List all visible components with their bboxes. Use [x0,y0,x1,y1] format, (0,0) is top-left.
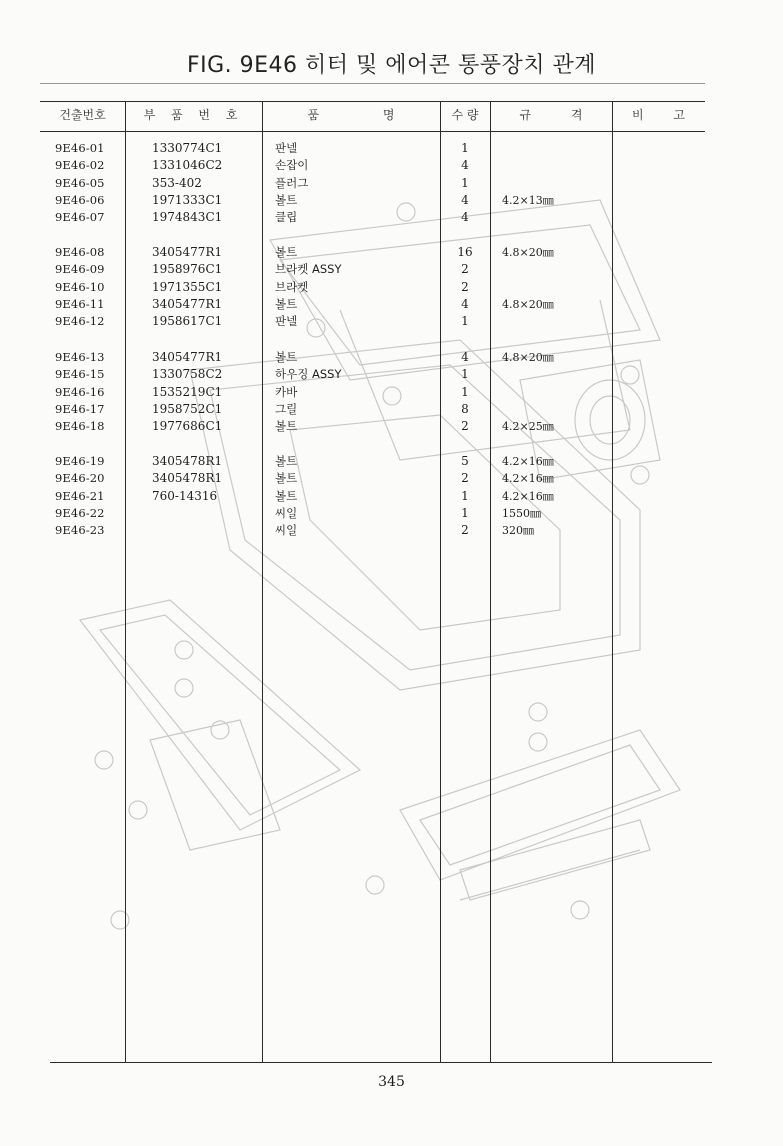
specification: 4.2×13㎜ [502,193,554,207]
part-number: 1974843C1 [152,210,223,225]
header-remarks: 비 고 [632,108,685,122]
header-part-name: 품 명 [307,108,395,122]
name-column [275,349,440,435]
part-name: 씨일 [275,505,298,520]
part-number [152,505,262,522]
specification: 1550㎜ [502,506,541,520]
specification: 320㎜ [502,524,534,538]
part-number: 1330774C1 [152,141,223,155]
qty-column [446,244,484,330]
specification [502,401,612,418]
ref-number: 9E46-19 [55,454,105,468]
ref-number: 9E46-18 [55,419,105,434]
part-name: 하우징 ASSY [275,367,342,382]
part-number: 1330758C2 [152,367,223,382]
column-divider [612,101,613,1062]
ref-number: 9E46-12 [55,314,105,329]
part-name: 볼트 [275,471,298,486]
spec-column [502,244,612,330]
spec-column [502,349,612,435]
quantity: 4 [461,192,469,207]
part-number: 1971333C1 [152,192,223,207]
column-divider [262,101,263,1062]
title-underline [40,83,705,84]
spec-column [502,453,612,539]
ref-number: 9E46-06 [55,192,105,207]
specification: 4.2×16㎜ [502,455,554,468]
ref-number: 9E46-17 [55,401,105,416]
ref-column [55,453,125,539]
part-name: 볼트 [275,296,298,311]
part-column [152,140,262,226]
ref-number: 9E46-07 [55,210,105,225]
qty-column [446,453,484,539]
part-column [152,453,262,539]
quantity: 1 [461,367,469,382]
part-number: 1958617C1 [152,314,223,329]
part-name: 판넬 [275,314,298,329]
spec-column [502,140,612,226]
specification [502,175,612,192]
part-number: 1535219C1 [152,384,223,399]
part-name: 클립 [275,210,298,225]
specification: 4.2×25㎜ [502,420,554,434]
name-column [275,453,440,539]
header-bottom-rule [40,131,705,132]
quantity: 1 [461,175,469,190]
specification [502,313,612,330]
quantity: 5 [461,454,469,468]
page-title: FIG. 9E46 히터 및 에어콘 통풍장치 관계 [186,53,597,78]
part-name: 그릴 [275,401,298,416]
specification: 4.8×20㎜ [502,246,554,259]
part-name: 브라켓 ASSY [275,262,342,277]
specification [502,209,612,226]
qty-column [446,349,484,435]
part-number: 1958976C1 [152,262,223,277]
quantity: 2 [461,262,469,277]
column-divider [440,101,441,1062]
part-column [152,349,262,435]
header-part-no: 부 품 번 호 [143,108,244,122]
qty-column [446,140,484,226]
part-number: 3405478R1 [152,454,223,468]
quantity: 4 [461,210,469,225]
part-number: 353-402 [152,175,202,190]
part-name: 볼트 [275,192,298,207]
part-name: 브라켓 [275,279,309,294]
ref-number: 9E46-16 [55,384,105,399]
part-name: 볼트 [275,419,298,434]
part-number: 3405478R1 [152,471,223,486]
quantity: 2 [461,279,469,294]
part-name: 볼트 [275,350,298,364]
name-column [275,244,440,330]
specification: 4.2×16㎜ [502,472,554,486]
part-name: 씨일 [275,523,298,538]
ref-number: 9E46-21 [55,488,105,503]
quantity: 4 [461,296,469,311]
ref-column [55,349,125,435]
ref-number: 9E46-09 [55,262,105,277]
ref-column [55,244,125,330]
ref-number: 9E46-20 [55,471,105,486]
specification [502,384,612,401]
header-qty: 수 량 [451,108,479,122]
ref-number: 9E46-13 [55,350,105,364]
quantity: 2 [461,471,469,486]
ref-number: 9E46-01 [55,141,105,155]
part-number [152,522,262,539]
specification: 4.2×16㎜ [502,489,554,503]
part-column [152,244,262,330]
specification [502,140,612,157]
quantity: 2 [461,419,469,434]
specification [502,157,612,174]
quantity: 1 [461,488,469,503]
ref-column [55,140,125,226]
quantity: 4 [461,350,469,364]
part-number: 1331046C2 [152,158,223,173]
part-number: 1958752C1 [152,401,223,416]
ref-number: 9E46-05 [55,175,105,190]
specification: 4.8×20㎜ [502,297,554,311]
part-number: 1971355C1 [152,279,223,294]
ref-number: 9E46-02 [55,158,105,173]
quantity: 1 [461,314,469,329]
specification [502,366,612,383]
page-number: 345 [378,1074,405,1090]
part-name: 볼트 [275,245,298,259]
part-number: 3405477R1 [152,296,223,311]
ref-number: 9E46-11 [55,296,105,311]
column-divider [490,101,491,1062]
quantity: 4 [461,158,469,173]
ref-number: 9E46-23 [55,523,105,538]
table-bottom-rule [50,1062,712,1063]
header-spec: 규 격 [519,108,583,122]
part-number: 760-14316 [152,488,218,503]
part-number: 3405477R1 [152,350,223,364]
ref-number: 9E46-15 [55,367,105,382]
ref-number: 9E46-08 [55,245,105,259]
specification: 4.8×20㎜ [502,351,554,364]
quantity: 16 [457,245,473,259]
quantity: 1 [461,141,469,155]
quantity: 1 [461,384,469,399]
ref-number: 9E46-10 [55,279,105,294]
part-name: 손잡이 [275,158,309,173]
part-number: 3405477R1 [152,245,223,259]
column-divider [125,101,126,1062]
header-ref-no: 건출번호 [59,108,106,122]
specification [502,279,612,296]
part-name: 플러그 [275,175,309,190]
part-name: 카바 [275,384,298,399]
specification [502,261,612,278]
part-number: 1977686C1 [152,419,223,434]
ref-number: 9E46-22 [55,505,105,520]
part-name: 볼트 [275,454,298,468]
quantity: 2 [461,523,469,538]
part-name: 판넬 [275,141,298,155]
quantity: 8 [461,401,469,416]
part-name: 볼트 [275,488,298,503]
name-column [275,140,440,226]
table-top-rule [40,101,705,102]
quantity: 1 [461,505,469,520]
